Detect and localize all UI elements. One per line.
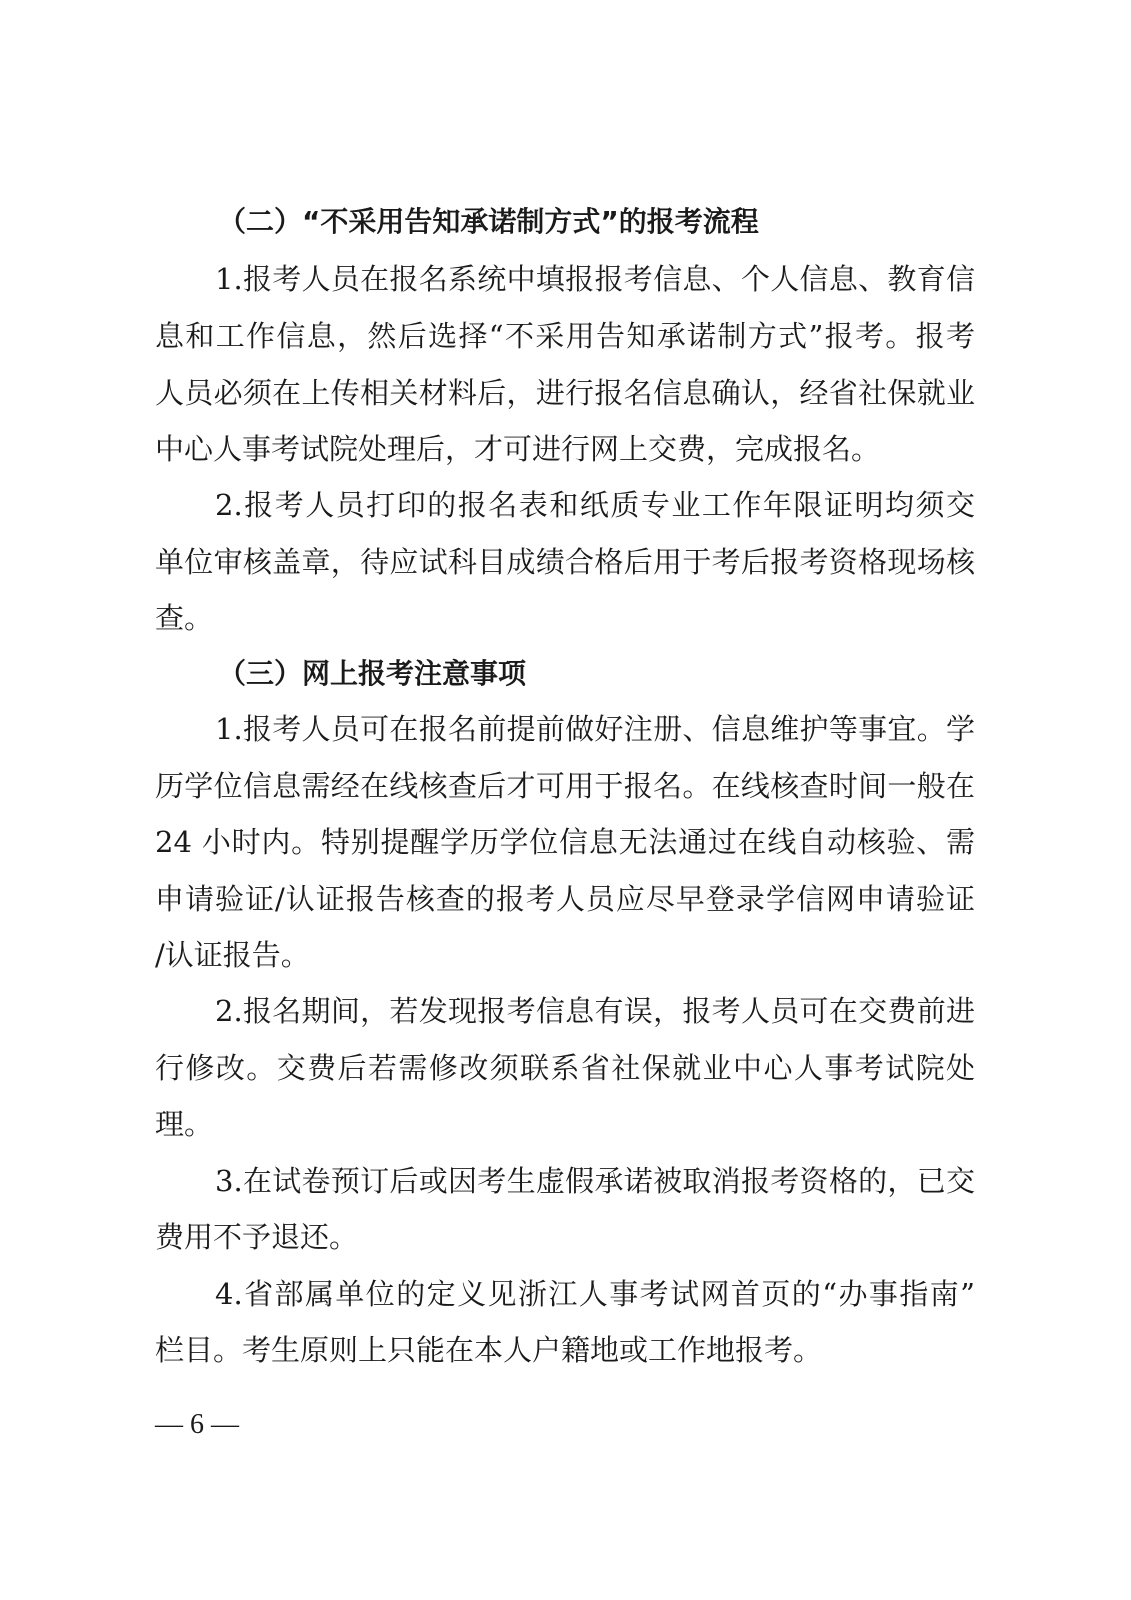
section-heading-3: （三）网上报考注意事项 xyxy=(218,657,527,690)
paragraph-line: 申请验证/认证报告核查的报考人员应尽早登录学信网申请验证 xyxy=(155,882,975,916)
paragraph-line: 4.省部属单位的定义见浙江人事考试网首页的“办事指南” xyxy=(215,1277,975,1311)
paragraph-line: 息和工作信息，然后选择“不采用告知承诺制方式”报考。报考 xyxy=(155,319,975,353)
paragraph-line: 行修改。交费后若需修改须联系省社保就业中心人事考试院处 xyxy=(155,1051,975,1085)
page-number: — 6 — xyxy=(155,1409,239,1440)
paragraph-line: 栏目。考生原则上只能在本人户籍地或工作地报考。 xyxy=(155,1333,823,1367)
paragraph-line: 历学位信息需经在线核查后才可用于报名。在线核查时间一般在 xyxy=(155,769,975,803)
paragraph-line: 2.报名期间，若发现报考信息有误，报考人员可在交费前进 xyxy=(215,994,975,1028)
paragraph-line: 费用不予退还。 xyxy=(155,1220,359,1254)
paragraph-line: 2.报考人员打印的报名表和纸质专业工作年限证明均须交 xyxy=(215,488,975,522)
paragraph-line: 24 小时内。特别提醒学历学位信息无法通过在线自动核验、需 xyxy=(155,825,975,859)
paragraph-line: 查。 xyxy=(155,601,214,635)
paragraph-line: 单位审核盖章，待应试科目成绩合格后用于考后报考资格现场核 xyxy=(155,545,975,579)
paragraph-line: /认证报告。 xyxy=(155,938,310,972)
paragraph-line: 人员必须在上传相关材料后，进行报名信息确认，经省社保就业 xyxy=(155,376,975,410)
section-heading-2: （二）“不采用告知承诺制方式”的报考流程 xyxy=(218,205,759,238)
paragraph-line: 理。 xyxy=(155,1107,214,1141)
paragraph-line: 1.报考人员在报名系统中填报报考信息、个人信息、教育信 xyxy=(215,262,975,296)
paragraph-line: 3.在试卷预订后或因考生虚假承诺被取消报考资格的，已交 xyxy=(215,1164,975,1198)
paragraph-line: 1.报考人员可在报名前提前做好注册、信息维护等事宜。学 xyxy=(215,712,975,746)
paragraph-line: 中心人事考试院处理后，才可进行网上交费，完成报名。 xyxy=(155,432,881,466)
